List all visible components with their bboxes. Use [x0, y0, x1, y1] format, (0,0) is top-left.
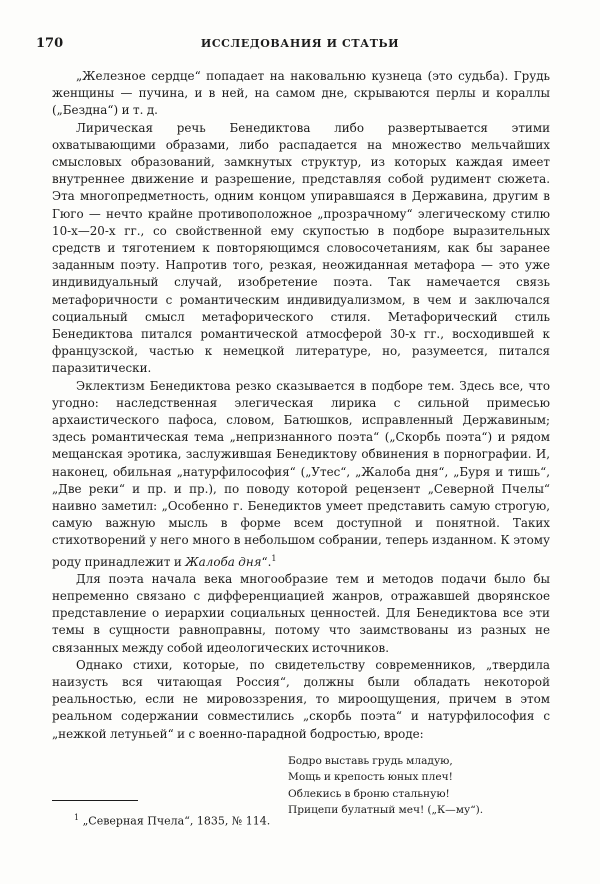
body-text [52, 68, 550, 819]
running-head: ИССЛЕДОВАНИЯ И СТАТЬИ [200, 37, 400, 50]
poem-quote [288, 753, 550, 819]
page-header [36, 36, 564, 56]
paragraph-4: Для поэта начала века многообразие тем и методов подачи было бы непременно связано с дифференциацией жанров, отражавшей дворянское представление о иерархии социальных ценностей. Для Бенедиктова все эти темы в сущности равноправны, потому что заимствованы из разных не связанных между собой идеологических источников. [52, 571, 550, 655]
paragraph-3 [52, 378, 550, 571]
paragraph-3-text: Эклектизм Бенедиктова резко сказывается в подборе тем. Здесь все, что угодно: наследственная элегическая лирика с сильной примесью архаистического пафоса, словом, Батюшков, исправленный Державиным; здесь романтическая тема „непризнанного поэта“ („Скорбь поэта“) и рядом мещанская эротика, заслужившая Бенедиктову обвинения в порнографии. И, наконец, обильная „натурфилософия“ („Утес“, „Жалоба дня“, „Буря и тишь“, „Две реки“ и пр. и пр.), по поводу которой рецензент „Северной Пчелы“ наивно заметил: „Особенно г. Бенедиктов умеет представить самую строгую, самую важную мысль в форме всем доступной и понятной. Таких стихотворений у него много в небольшом собрании, теперь изданном. К этому роду принадлежит и [52, 378, 550, 569]
page-number: 170 [36, 36, 64, 51]
poem-line: Мощь и крепость юных плеч! [288, 771, 453, 784]
paragraph-5: Однако стихи, которые, по свидетельству современников, „твердила наизусть вся читающая Россия“, должны были обладать некоторой реальностью, если не мировоззрения, то мироощущения, причем в этом реальном содержании совместились „скорбь поэта“ и натурфилософия с „нежкой летуньей“ и с военно-парадной бодростью, вроде: [52, 657, 550, 741]
footnote [74, 810, 270, 829]
paragraph-1: „Железное сердце“ попадает на наковальню кузнеца (это судьба). Грудь женщины — пучина, и в ней, на самом дне, скрываются перлы и кораллы („Бездна“) и т. д. [52, 69, 550, 118]
poem-line: Прицепи булатный меч! („К—му“). [288, 804, 484, 817]
footnote-divider [52, 800, 138, 801]
footnote-marker: 1 [74, 813, 80, 822]
poem-line: Облекись в броню стальную! [288, 787, 450, 800]
footnote-text: „Северная Пчела“, 1835, № 114. [82, 814, 271, 828]
paragraph-3-tail: “. [261, 554, 272, 569]
poem-line: Бодро выставь грудь младую, [288, 754, 453, 767]
paragraph-2: Лирическая речь Бенедиктова либо развертывается этими охватывающими образами, либо распадается на множество мельчайших смысловых образований, замкнутых структур, из которых каждая имеет внутреннее движение и разрешение, представляя собой рудимент сюжета. Эта многопредметность, одним концом упиравшаяся в Державина, другим в Гюго — нечто крайне противоположное „прозрачному“ элегическому стилю 10-х—20-х гг., со свойственной ему скупостью в подборе выразительных средств и тяготением к повторяющимся словосочетаниям, как бы заранее заданным поэту. Напротив того, резкая, неожиданная метафора — это уже индивидуальный случай, изобретение поэта. Так намечается связь метафоричности с романтическим индивидуализмом, в чем и заключался социальный смысл метафорического стиля. Метафорический стиль Бенедиктова питался романтической атмосферой 30-х гг., восходившей к французской, частью к немецкой литературе, но, разумеется, питался паразитически. [52, 120, 550, 376]
footnote-reference: 1 [271, 553, 277, 563]
italic-title: Жалоба дня [185, 554, 262, 569]
